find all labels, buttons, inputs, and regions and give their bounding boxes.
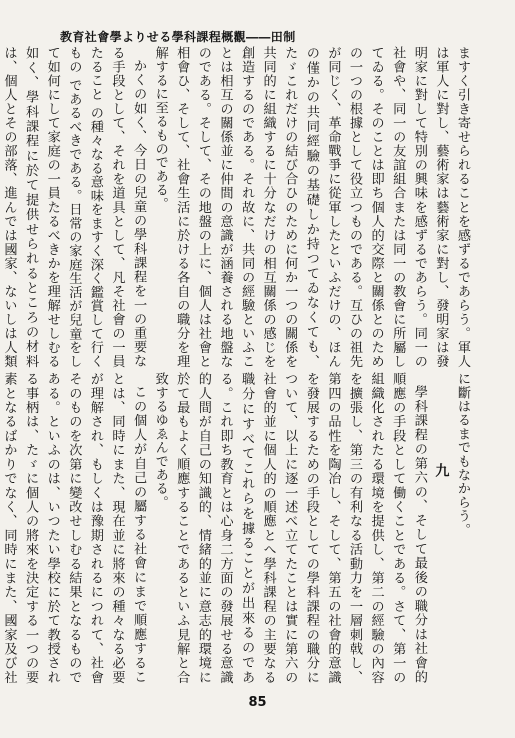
page-number: 85 [248,695,267,710]
lower-continuation-line: に斷はるまでもなからう。 [455,372,470,537]
upper-paragraph-1: ますく引き寄せられることを感ずるであらう。軍人は軍人に對し、藝術家は藝術家に對し、發明家は發明家に對して特別の興味を感ずるであらう。同一の社會や、同一の友誼組合または同一の教會に所屬してゐる。そのことは即ち個人的交際と關係とのための一つの根據として役立つものである。互ひの祖先が同じく、革命戰爭に從軍したといふだけの、ほんの僅かの共同經驗の基礎しか持つてゐなくても、たゞこれだけの結び合ひのために何か一つの關係を共同的に組織するに十分なだけの相互關係の感じを創造するのである。それ故に、共同の經驗といふことは相互の關係並に仲間の意識が涵養される地盤なのである。そして、その地盤の上に、個人は社會と相會ひ、そして、社會生活に於ける各自の職分を理解するに至るものである。 [152,46,470,368]
lower-paragraph-1: 學科課程の第六の、そして最後の職分は社會的順應の手段として働くことである。さて、第一の組織化されたる環境を提供し、第二の經驗の內容を擴張し、第三の有利なる活動力を一層刺戟し、第四の品性を陶冶し、そして、第五の社會的意識を發展するための手段としての學科課程の職分について、以上に逐一述べ立てたことは實に第六の社會的並に個人的の順應とへ學科課程の主要なる職分にすべてこれらを據ることが出來るのである。これ即ち教育とは心身二方面の發展せる意識的人間が自己の知識的、情緒的並に意志的環境に於て最もよく順應することであるといふ見解と合致するゆゑんである。 [152,372,427,684]
lower-paragraph-2: この個人が自己の屬する社會にまで順應することは、同時にまた、現在並に將來の種々なる必要が理解され、もしくは豫期されるにつれて、社會そのものを次第に變改せしむる結果となるものである。といふのは、いつたい學校に於て教授される事柄は、たゞに個人の將來を決定する一つの要素となるばかりでなく、同時にまた、國家及び社 [1,372,147,684]
running-header: 教育社會學よりせる學科課程概觀――田制 [60,30,296,44]
upper-text-column [1,46,473,368]
upper-paragraph-2: かくの如く、今日の兒童の學科課程を一の重要なる手段として、それを道具として、凡そ社會の一員たること の種々なる意味をますく深く鑑賞して行くもの であるべきである。日常の家庭生活が兒童をして如何にして家庭の一員たるべきかを理解せしむる如く、學科課程に於て提供せられるところの材料は、個人とその部落、進んでは國家、ないしは人類 [1,46,147,368]
section-heading: 九 [433,463,450,478]
lower-text-column [1,372,473,684]
